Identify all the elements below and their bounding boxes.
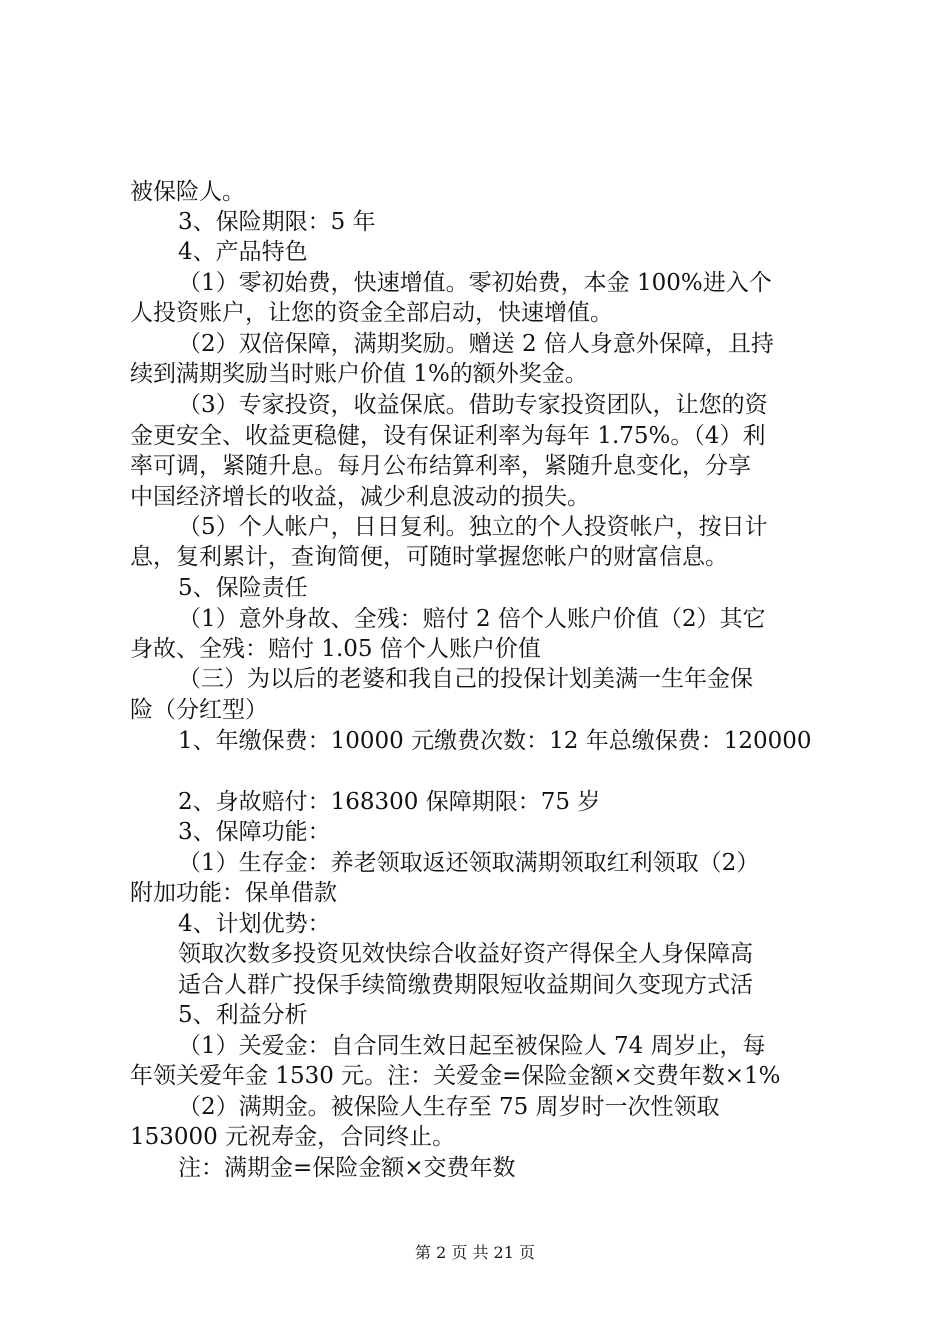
text-line: 人投资账户，让您的资金全部启动，快速增值。 bbox=[130, 300, 613, 326]
text-line: 注：满期金=保险金额×交费年数 bbox=[178, 1155, 516, 1181]
text-line: （3）专家投资，收益保底。借助专家投资团队，让您的资 bbox=[178, 392, 768, 418]
text-line: 息，复利累计，查询简便，可随时掌握您帐户的财富信息。 bbox=[130, 544, 728, 570]
text-line: 5、利益分析 bbox=[178, 1002, 308, 1028]
page-number-footer: 第 2 页 共 21 页 bbox=[415, 1243, 535, 1262]
text-line: （1）零初始费，快速增值。零初始费，本金 100%进入个 bbox=[178, 270, 772, 296]
text-line: 2、身故赔付：168300 保障期限：75 岁 bbox=[178, 789, 601, 815]
text-line: 附加功能：保单借款 bbox=[130, 880, 337, 906]
text-line: 被保险人。 bbox=[130, 179, 245, 205]
text-line: （5）个人帐户，日日复利。独立的个人投资帐户，按日计 bbox=[178, 514, 768, 540]
text-line: 续到满期奖励当时账户价值 1%的额外奖金。 bbox=[130, 361, 588, 387]
text-line: （1）生存金：养老领取返还领取满期领取红利领取（2） bbox=[178, 850, 760, 876]
text-line: 4、产品特色 bbox=[178, 239, 308, 265]
text-line: 3、保险期限：5 年 bbox=[178, 209, 376, 235]
text-line: （1）意外身故、全残：赔付 2 倍个人账户价值（2）其它 bbox=[178, 606, 766, 632]
text-line: 适合人群广投保手续简缴费期限短收益期间久变现方式活 bbox=[178, 972, 753, 998]
text-line: 中国经济增长的收益，减少利息波动的损失。 bbox=[130, 484, 590, 510]
text-line: 险（分红型） bbox=[130, 697, 268, 723]
text-line: （2）双倍保障，满期奖励。赠送 2 倍人身意外保障，且持 bbox=[178, 331, 774, 357]
text-line: 身故、全残：赔付 1.05 倍个人账户价值 bbox=[130, 636, 541, 662]
text-line: 领取次数多投资见效快综合收益好资产得保全人身保障高 bbox=[178, 941, 753, 967]
text-line: （2）满期金。被保险人生存至 75 周岁时一次性领取 bbox=[178, 1094, 720, 1120]
text-line: 1、年缴保费：10000 元缴费次数：12 年总缴保费：120000 bbox=[178, 728, 812, 754]
text-line: 率可调，紧随升息。每月公布结算利率，紧随升息变化，分享 bbox=[130, 453, 751, 479]
text-line: 5、保险责任 bbox=[178, 575, 308, 601]
text-line: 年领关爱年金 1530 元。注：关爱金=保险金额×交费年数×1% bbox=[130, 1063, 781, 1089]
text-line: 3、保障功能： bbox=[178, 819, 331, 845]
text-line: 4、计划优势： bbox=[178, 911, 331, 937]
text-line: （1）关爱金：自合同生效日起至被保险人 74 周岁止，每 bbox=[178, 1033, 766, 1059]
text-line: （三）为以后的老婆和我自己的投保计划美满一生年金保 bbox=[178, 666, 753, 692]
text-line: 金更安全、收益更稳健，设有保证利率为每年 1.75%。（4）利 bbox=[130, 423, 766, 449]
text-line: 153000 元祝寿金，合同终止。 bbox=[130, 1124, 456, 1150]
